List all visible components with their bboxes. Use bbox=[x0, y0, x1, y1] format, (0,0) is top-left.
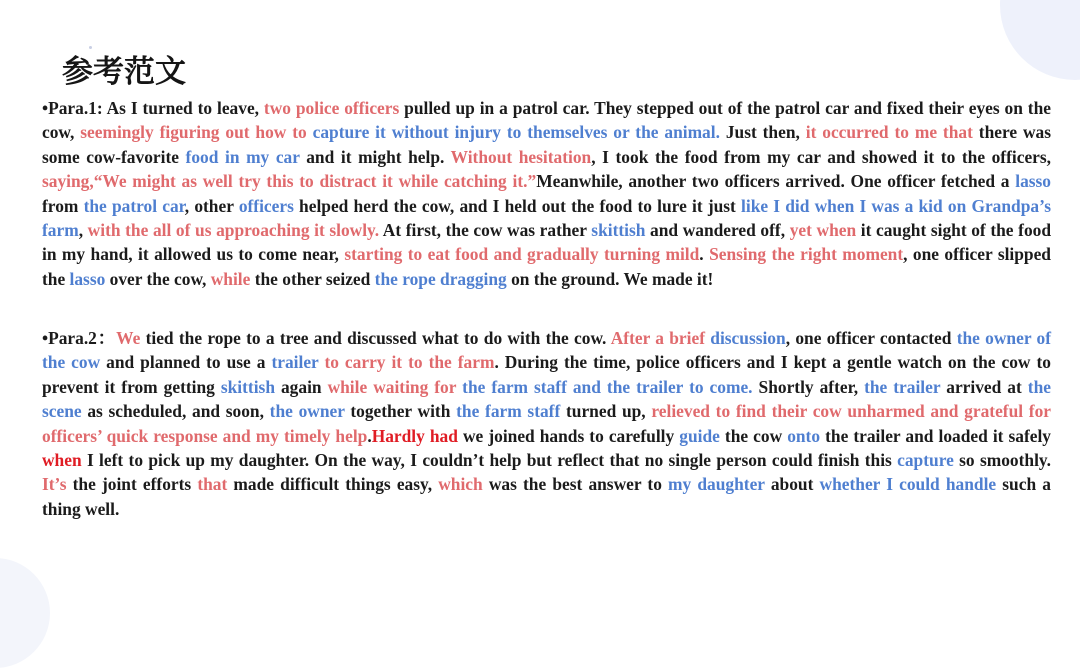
text-run: the trailer and loaded it safely bbox=[820, 425, 1052, 446]
text-run: from bbox=[42, 195, 84, 216]
highlighted-phrase: saying,“We might as well try this to distract it while catching it.” bbox=[42, 171, 537, 192]
decorative-dot bbox=[89, 46, 92, 49]
text-run: Meanwhile, another two officers arrived. One officer fetched a bbox=[536, 171, 1016, 192]
text-run: helped herd the cow, and I held out the food to lure it just bbox=[293, 195, 742, 216]
text-run: over the cow, bbox=[105, 268, 211, 289]
text-run: together with bbox=[344, 401, 457, 422]
text-run: At first, the cow was rather bbox=[379, 220, 592, 241]
text-run: . bbox=[699, 244, 710, 265]
text-run: the joint efforts bbox=[66, 474, 198, 495]
highlighted-phrase: discussion bbox=[710, 328, 786, 348]
highlighted-phrase: which bbox=[438, 474, 483, 495]
highlighted-phrase: capture bbox=[897, 450, 954, 471]
text-run: Shortly after, bbox=[752, 376, 865, 397]
text-run: . bbox=[367, 425, 372, 446]
page-title: 参考范文 bbox=[62, 54, 186, 90]
highlighted-phrase: food in my car bbox=[185, 146, 300, 167]
highlighted-phrase: starting to eat food and gradually turning mild bbox=[344, 244, 700, 265]
text-run: and wandered off, bbox=[645, 220, 790, 241]
text-run: it caught sight of the food in my hand, it allowed us to come near, bbox=[42, 220, 1051, 265]
corner-decoration-bottom-left bbox=[0, 558, 50, 668]
text-run: tied the rope to a tree and discussed what to do with the cow. bbox=[140, 328, 611, 348]
highlighted-phrase: the patrol car bbox=[83, 195, 185, 216]
highlighted-phrase: guide bbox=[679, 425, 720, 446]
highlighted-phrase: that bbox=[197, 474, 228, 495]
corner-decoration-top-right bbox=[1000, 0, 1080, 80]
highlighted-phrase: the scene bbox=[42, 376, 1051, 422]
highlighted-phrase: two police officers bbox=[263, 98, 400, 118]
text-run: on the ground. We made it! bbox=[506, 268, 714, 289]
text-run: so smoothly. bbox=[953, 450, 1051, 471]
text-run: we joined hands to carefully bbox=[457, 425, 680, 446]
highlighted-phrase: seemingly figuring out how to bbox=[80, 122, 307, 143]
highlighted-phrase: capture it without injury to themselves or the animal. bbox=[312, 122, 720, 143]
text-run: again bbox=[274, 376, 328, 397]
highlighted-phrase: with the all of us approaching it slowly. bbox=[87, 220, 380, 241]
highlighted-phrase: After a brief bbox=[610, 328, 711, 348]
highlighted-phrase: trailer bbox=[271, 352, 319, 373]
highlighted-phrase: to carry it to the farm bbox=[324, 352, 495, 373]
text-run: as scheduled, and soon, bbox=[81, 401, 270, 422]
highlighted-phrase: lasso bbox=[69, 268, 106, 289]
highlighted-phrase: whether I could handle bbox=[819, 474, 997, 495]
highlighted-phrase: the farm staff bbox=[456, 401, 561, 422]
highlighted-phrase: onto bbox=[787, 425, 821, 446]
text-run: the cow bbox=[719, 425, 788, 446]
highlighted-phrase: while waiting for bbox=[327, 376, 457, 397]
text-run: turned up, bbox=[560, 401, 652, 422]
text-run: the other seized bbox=[250, 268, 375, 289]
text-run: , bbox=[78, 220, 88, 241]
highlighted-phrase: relieved to find their cow unharmed and grateful for officers’ quick response and my timely help bbox=[42, 401, 1052, 446]
highlighted-phrase: the owner bbox=[269, 401, 345, 422]
text-run: Just then, bbox=[719, 122, 806, 143]
text-run: arrived at bbox=[940, 376, 1028, 397]
highlighted-phrase: It’s bbox=[42, 474, 67, 495]
text-run: made difficult things easy, bbox=[227, 474, 439, 495]
highlighted-phrase: the rope dragging bbox=[374, 268, 507, 289]
highlighted-phrase: yet when bbox=[789, 220, 857, 241]
text-run: such a thing well. bbox=[42, 474, 1051, 519]
highlighted-phrase: the trailer bbox=[864, 376, 941, 397]
highlighted-phrase: my daughter bbox=[668, 474, 765, 495]
highlighted-phrase: while bbox=[210, 268, 251, 289]
text-run: pulled up in a patrol car. They stepped out of the patrol car and fixed their eyes on the cow, bbox=[42, 98, 1051, 143]
text-run: and planned to use a bbox=[100, 352, 272, 373]
text-run: about bbox=[764, 474, 820, 495]
highlighted-phrase: officers bbox=[238, 195, 294, 216]
text-run: . During the time, police officers and I kept a gentle watch on the cow to prevent it from getting bbox=[42, 352, 1051, 397]
text-run: , one officer slipped the bbox=[42, 244, 1051, 289]
highlighted-phrase: skittish bbox=[220, 376, 275, 397]
text-run: and it might help. bbox=[299, 146, 451, 167]
highlighted-phrase: the owner of the cow bbox=[42, 328, 1051, 373]
highlighted-phrase: We bbox=[116, 328, 141, 348]
text-run: •Para.2： bbox=[42, 328, 117, 348]
text-run: was the best answer to bbox=[482, 474, 669, 495]
highlighted-phrase: Sensing the right moment bbox=[709, 244, 904, 265]
highlighted-phrase: like I did when I was a kid on Grandpa’s farm bbox=[42, 195, 1052, 241]
paragraph-2 bbox=[42, 326, 1051, 521]
text-run: , other bbox=[184, 195, 239, 216]
text-run: , I took the food from my car and showed it to the officers, bbox=[591, 146, 1051, 167]
text-run: I left to pick up my daughter. On the way, I couldn’t help but reflect that no single person could finish this bbox=[81, 450, 898, 471]
paragraph-1 bbox=[42, 96, 1051, 291]
highlighted-phrase: when bbox=[42, 450, 82, 471]
highlighted-phrase: skittish bbox=[591, 220, 646, 241]
highlighted-phrase: the farm staff and the trailer to come. bbox=[462, 376, 753, 397]
text-run: there was some cow-favorite bbox=[42, 122, 1051, 167]
text-run: , one officer contacted bbox=[785, 328, 957, 348]
highlighted-phrase: Hardly had bbox=[371, 425, 458, 446]
highlighted-phrase: it occurred to me that bbox=[805, 122, 973, 143]
highlighted-phrase: lasso bbox=[1015, 171, 1051, 192]
text-run: •Para.1: As I turned to leave, bbox=[42, 98, 264, 118]
highlighted-phrase: Without hesitation bbox=[450, 146, 592, 167]
